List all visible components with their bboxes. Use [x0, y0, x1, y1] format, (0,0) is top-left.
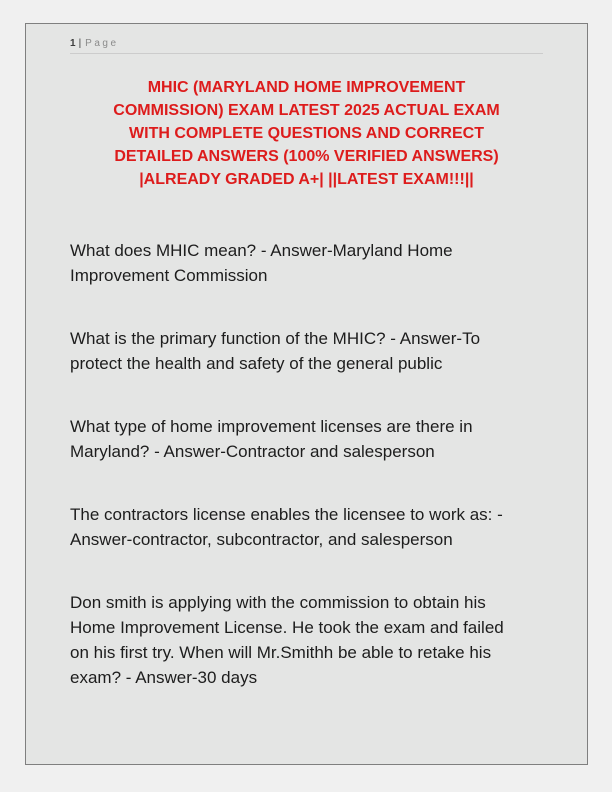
- text-line: What type of home improvement licenses are there in: [70, 417, 473, 436]
- text-line: MHIC (MARYLAND HOME IMPROVEMENT: [147, 79, 466, 96]
- text-line: DETAILED ANSWERS (100% VERIFIED ANSWERS): [114, 148, 499, 165]
- header-underline: [70, 53, 543, 54]
- page-number: 1: [70, 38, 76, 49]
- text-line: Improvement Commission: [70, 266, 268, 285]
- text-line: What is the primary function of the MHIC? - Answer-To: [70, 329, 481, 348]
- text-line: What does MHIC mean? - Answer-Maryland Home: [70, 241, 453, 260]
- qa-paragraph: [70, 326, 543, 376]
- text-line: Don smith is applying with the commission to obtain his: [70, 593, 486, 612]
- document-page: [25, 23, 588, 765]
- qa-paragraph: [70, 502, 543, 552]
- qa-list: [70, 238, 543, 690]
- text-line: The contractors license enables the licensee to work as: -: [70, 505, 503, 524]
- page-header-separator: |: [78, 38, 82, 49]
- document-title: [70, 76, 543, 191]
- text-line: Maryland? - Answer-Contractor and salesperson: [70, 442, 435, 461]
- text-line: |ALREADY GRADED A+| ||LATEST EXAM!!!||: [139, 171, 474, 188]
- text-line: on his first try. When will Mr.Smithh be able to retake his: [70, 643, 492, 662]
- text-line: exam? - Answer-30 days: [70, 668, 258, 687]
- text-line: Answer-contractor, subcontractor, and salesperson: [70, 530, 453, 549]
- text-line: Home Improvement License. He took the exam and failed: [70, 618, 504, 637]
- text-line: protect the health and safety of the general public: [70, 354, 443, 373]
- qa-paragraph: [70, 414, 543, 464]
- page-header-label: Page: [85, 38, 119, 49]
- page-header: [70, 24, 543, 50]
- text-line: COMMISSION) EXAM LATEST 2025 ACTUAL EXAM: [113, 102, 500, 119]
- qa-paragraph: [70, 590, 543, 690]
- text-line: WITH COMPLETE QUESTIONS AND CORRECT: [129, 125, 484, 142]
- qa-paragraph: [70, 238, 543, 288]
